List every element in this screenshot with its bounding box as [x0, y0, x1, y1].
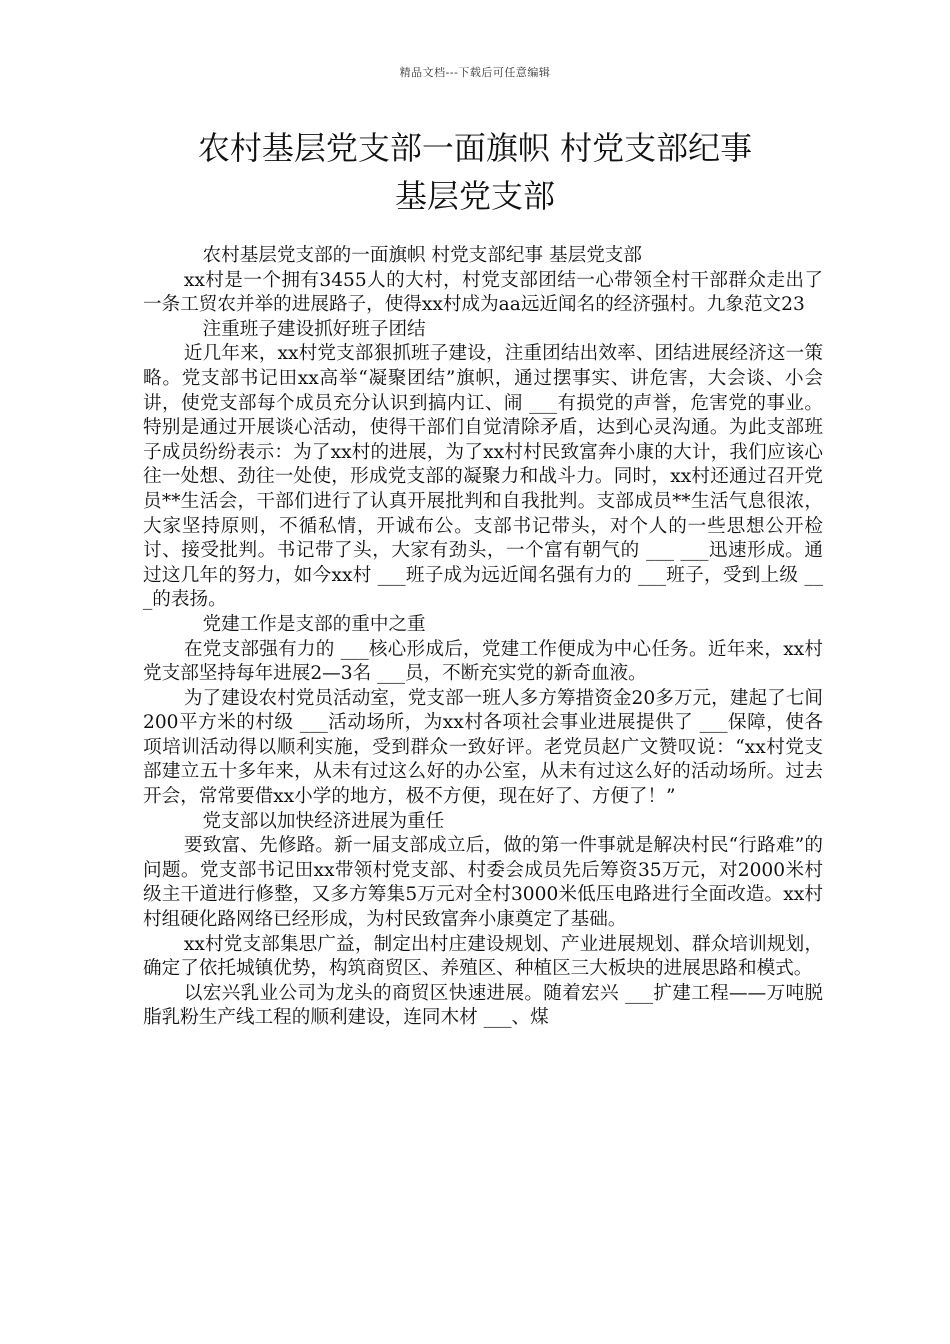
document-title — [120, 124, 830, 220]
paragraph: 要致富、先修路。新一届支部成立后，做的第一件事就是解决村民“行路难”的问题。党支部书记田xx带领村党支部、村委会成员先后筹资35万元，对2000米村级主干道进行修整，又多方筹集5万元对全村3000米低压电路进行全面改造。xx村村组硬化路网络已经形成，为村民致富奔小康奠定了基础。 — [143, 835, 823, 931]
paragraph-intro: 农村基层党支部的一面旗帜 村党支部纪事 基层党支部 — [202, 245, 642, 266]
paragraph: 在党支部强有力的 ___核心形成后，党建工作便成为中心任务。近年来，xx村党支部坚持每年进展2—3名 ___员，不断充实党的新奇血液。 — [143, 638, 823, 685]
header-note: 精品文档---下载后可任意编辑 — [399, 66, 551, 79]
paragraph: xx村党支部集思广益，制定出村庄建设规划、产业进展规划、群众培训规划，确定了依托城镇优势，构筑商贸区、养殖区、种植区三大板块的进展思路和模式。 — [143, 933, 823, 980]
paragraph: 为了建设农村党员活动室，党支部一班人多方筹措资金20多万元，建起了七间200平方米的村级 ___活动场所，为xx村各项社会事业进展提供了 ___保障，使各项培训活动得以顺利实施，受到群众一致好评。老党员赵广文赞叹说：“xx村党支部建立五十多年来，从未有过这么好的办公室，从未有过这么好的活动场所。过去开会，常常要借xx小学的地方，极不方便，现在好了、方便了！” — [143, 687, 823, 808]
section-heading: 注重班子建设抓好班子团结 — [202, 318, 426, 340]
paragraph: 以宏兴乳业公司为龙头的商贸区快速进展。随着宏兴 ___扩建工程——万吨脱脂乳粉生产线工程的顺利建设，连同木材 ___、煤 — [143, 982, 823, 1029]
paragraph: xx村是一个拥有3455人的大村，村党支部团结一心带领全村干部群众走出了一条工贸农并举的进展路子，使得xx村成为aa远近闻名的经济强村。九象范文23 — [143, 269, 823, 316]
title-line-1: 农村基层党支部一面旗帜 村党支部纪事 — [197, 129, 753, 167]
paragraph: 近几年来，xx村党支部狠抓班子建设，注重团结出效率、团结进展经济这一策略。党支部书记田xx高举“凝聚团结”旗帜，通过摆事实、讲危害，大会谈、小会讲，使党支部每个成员充分认识到搞内讧、闹 ___有损党的声誉，危害党的事业。特别是通过开展谈心活动，使得干部们自觉清除矛盾，达到心灵沟通。为此支部班子成员纷纷表示：为了xx村的进展，为了xx村村民致富奔小康的大计，我们应该心往一处想、劲往一处使，形成党支部的凝聚力和战斗力。同时，xx村还通过召开党员**生活会，干部们进行了认真开展批判和自我批判。支部成员**生活气息很浓，大家坚持原则，不循私情，开诚布公。支部书记带头，对个人的一些思想公开检讨、接受批判。书记带了头，大家有劲头，一个富有朝气的 ___ ___迅速形成。通过这几年的努力，如今xx村 ___班子成为远近闻名强有力的 ___班子，受到上级 ___的表扬。 — [143, 343, 823, 611]
section-heading: 党支部以加快经济进展为重任 — [202, 810, 445, 832]
section-heading: 党建工作是支部的重中之重 — [202, 613, 426, 635]
document-body — [143, 244, 823, 1031]
title-line-2: 基层党支部 — [394, 177, 555, 215]
